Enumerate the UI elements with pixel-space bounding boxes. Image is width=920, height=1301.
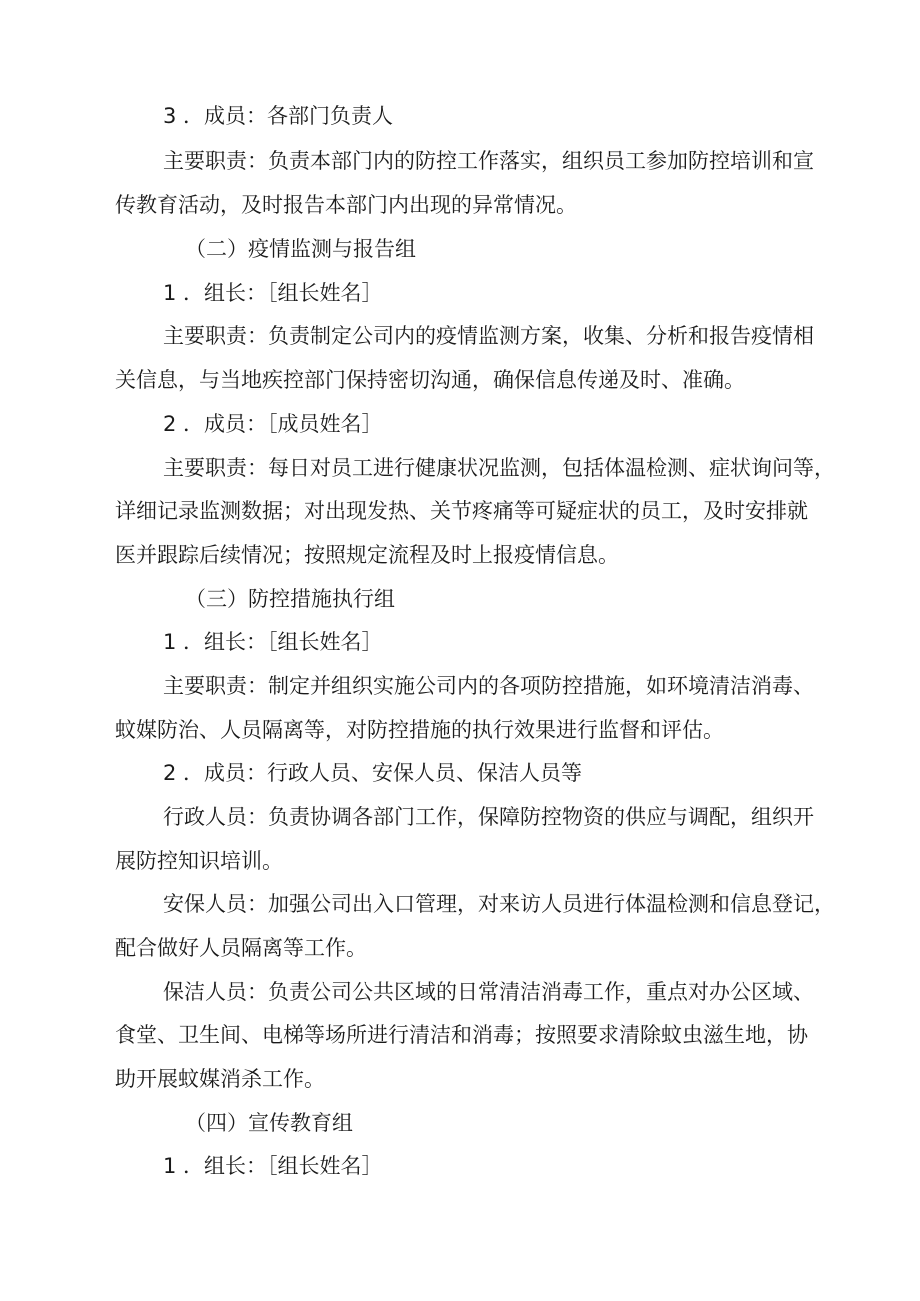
role-text-cont: 食堂、卫生间、电梯等场所进行清洁和消毒；按照要求清除蚊虫滋生地，协 [115, 1023, 808, 1047]
item-heading: 1 ．组长：［组长姓名］ [163, 630, 383, 654]
item-heading: 2 ．成员：［成员姓名］ [163, 412, 383, 436]
role-text-cont: 配合做好人员隔离等工作。 [115, 936, 367, 960]
duty-text-cont: 详细记录监测数据；对出现发热、关节疼痛等可疑症状的员工，及时安排就 [115, 499, 808, 523]
item-heading: 2 ．成员：行政人员、安保人员、保洁人员等 [163, 761, 583, 785]
duty-text-cont: 蚊媒防治、人员隔离等，对防控措施的执行效果进行监督和评估。 [115, 718, 724, 742]
section-heading: （三）防控措施执行组 [185, 587, 395, 611]
duty-text: 主要职责：制定并组织实施公司内的各项防控措施，如环境清洁消毒、 [163, 674, 814, 698]
item-heading: 1 ．组长：［组长姓名］ [163, 281, 383, 305]
role-text: 保洁人员：负责公司公共区域的日常清洁消毒工作，重点对办公区域、 [163, 980, 814, 1004]
section-heading: （二）疫情监测与报告组 [185, 237, 416, 261]
item-heading: 1 ．组长：［组长姓名］ [163, 1154, 383, 1178]
role-text: 行政人员：负责协调各部门工作，保障防控物资的供应与调配，组织开 [163, 805, 814, 829]
role-text-cont: 展防控知识培训。 [115, 849, 283, 873]
role-text-cont: 助开展蚊媒消杀工作。 [115, 1067, 325, 1091]
item-heading: 3 ．成员：各部门负责人 [163, 104, 394, 128]
duty-text: 主要职责：负责本部门内的防控工作落实，组织员工参加防控培训和宣 [163, 149, 814, 173]
role-text: 安保人员：加强公司出入口管理，对来访人员进行体温检测和信息登记， [163, 892, 835, 916]
duty-text-cont: 传教育活动，及时报告本部门内出现的异常情况。 [115, 193, 577, 217]
duty-text-cont: 医并跟踪后续情况；按照规定流程及时上报疫情信息。 [115, 543, 619, 567]
duty-text-cont: 关信息，与当地疾控部门保持密切沟通，确保信息传递及时、准确。 [115, 368, 745, 392]
section-heading: （四）宣传教育组 [185, 1111, 353, 1135]
duty-text: 主要职责：每日对员工进行健康状况监测，包括体温检测、症状询问等， [163, 456, 835, 480]
duty-text: 主要职责：负责制定公司内的疫情监测方案，收集、分析和报告疫情相 [163, 324, 814, 348]
